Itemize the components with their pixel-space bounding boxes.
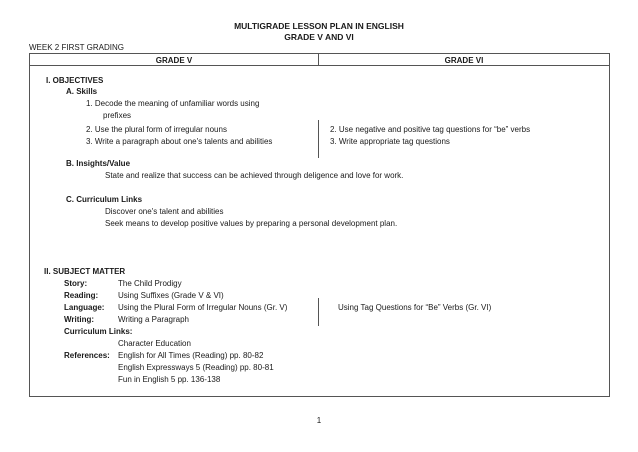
- column-divider-language: [318, 298, 319, 326]
- table-border-bottom: [29, 396, 610, 397]
- curriculum-links-value: Character Education: [118, 339, 191, 348]
- table-border-top: [29, 53, 610, 54]
- table-border-right: [609, 53, 610, 397]
- page-title: MULTIGRADE LESSON PLAN IN ENGLISH: [234, 21, 404, 31]
- skill-item-grade-vi: 3. Write appropriate tag questions: [330, 137, 450, 146]
- curriculum-link-item: Discover one's talent and abilities: [105, 207, 224, 216]
- story-label: Story:: [64, 279, 88, 288]
- language-value: Using the Plural Form of Irregular Nouns (Gr. V): [118, 303, 288, 312]
- week-label: WEEK 2 FIRST GRADING: [29, 43, 124, 52]
- page-subtitle: GRADE V AND VI: [284, 32, 354, 42]
- reference-item: Fun in English 5 pp. 136-138: [118, 375, 221, 384]
- skill-item: 3. Write a paragraph about one's talents and abilities: [86, 137, 273, 146]
- column-header-grade-vi: GRADE VI: [444, 56, 484, 65]
- table-header-divider: [29, 65, 610, 66]
- curriculum-link-item: Seek means to develop positive values by preparing a personal development plan.: [105, 219, 398, 228]
- curriculum-links-label: C. Curriculum Links: [66, 195, 143, 204]
- table-border-left: [29, 53, 30, 397]
- writing-label: Writing:: [64, 315, 95, 324]
- curriculum-links-label: Curriculum Links:: [64, 327, 133, 336]
- writing-value: Writing a Paragraph: [118, 315, 189, 324]
- column-header-grade-v: GRADE V: [155, 56, 193, 65]
- skill-item-grade-vi: 2. Use negative and positive tag questions for “be” verbs: [330, 125, 531, 134]
- skills-label: A. Skills: [66, 87, 98, 96]
- reading-label: Reading:: [64, 291, 99, 300]
- language-label: Language:: [64, 303, 105, 312]
- reference-item: English Expressways 5 (Reading) pp. 80-81: [118, 363, 274, 372]
- objectives-heading: I. OBJECTIVES: [46, 76, 104, 85]
- references-label: References:: [64, 351, 110, 360]
- language-value-grade-vi: Using Tag Questions for “Be” Verbs (Gr. VI): [338, 303, 492, 312]
- skill-item: 2. Use the plural form of irregular nouns: [86, 125, 227, 134]
- insights-label: B. Insights/Value: [66, 159, 131, 168]
- insights-text: State and realize that success can be achieved through deligence and love for work.: [105, 171, 404, 180]
- story-value: The Child Prodigy: [118, 279, 182, 288]
- reference-item: English for All Times (Reading) pp. 80-82: [118, 351, 264, 360]
- skill-item-continued: prefixes: [103, 111, 132, 120]
- subject-matter-heading: II. SUBJECT MATTER: [44, 267, 126, 276]
- reading-value: Using Suffixes (Grade V & VI): [118, 291, 224, 300]
- skill-item: 1. Decode the meaning of unfamiliar words using: [86, 99, 260, 108]
- page-number: 1: [316, 416, 322, 425]
- column-divider-skills: [318, 120, 319, 158]
